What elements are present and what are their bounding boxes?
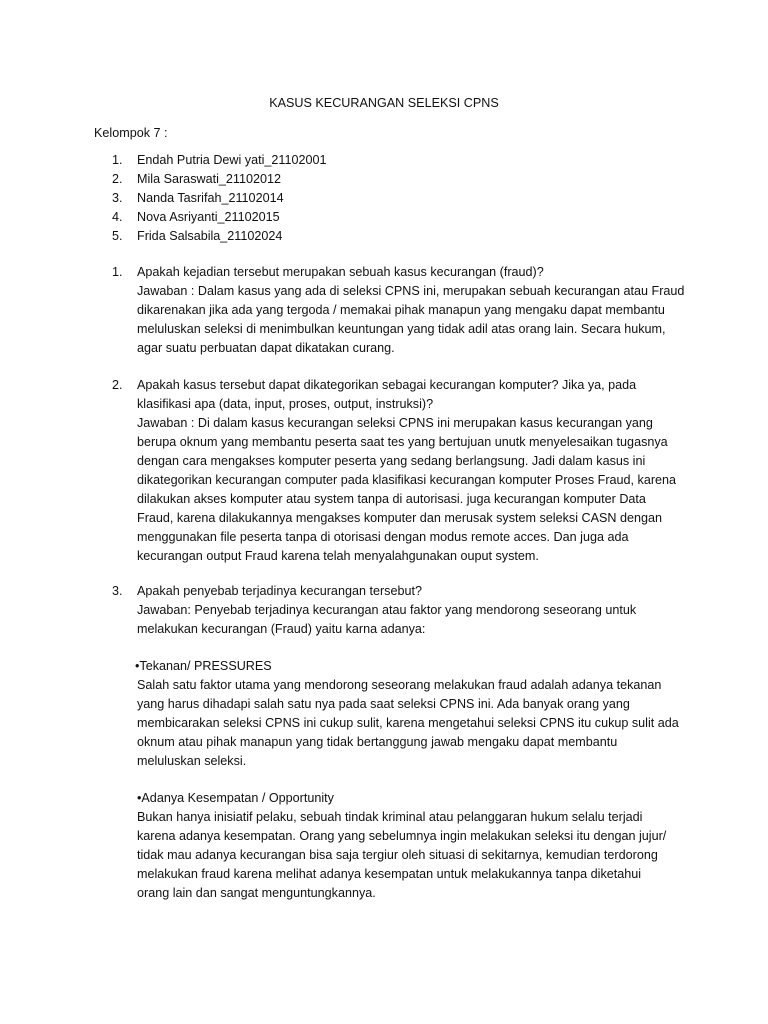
pressures-section (137, 657, 697, 771)
paragraph-line: agar suatu perbuatan dapat dikatakan curang. (137, 341, 395, 355)
member-list (112, 151, 327, 246)
paragraph-line: dengan cara mengakses komputer peserta yang sedang berlangsung. Jadi dalam kasus ini (137, 454, 646, 468)
group-label: Kelompok 7 : (94, 126, 168, 140)
paragraph-line: meluluskan seleksi di menimbulkan keuntungan yang tidak adil atas orang lain. Secara hukum, (137, 322, 666, 336)
list-number: 5. (112, 229, 123, 243)
question-3 (112, 582, 692, 639)
member-name: Nanda Tasrifah_21102014 (137, 191, 284, 205)
paragraph-line: Jawaban: Penyebab terjadinya kecurangan atau faktor yang mendorong seseorang untuk (137, 603, 637, 617)
paragraph-line: dikategorikan kecurangan computer pada klasifikasi kecurangan komputer Proses Fraud, karena (137, 473, 677, 487)
paragraph-line: berupa oknum yang membantu peserta saat tes yang bertujuan unutk menyelesaikan tugasnya (137, 435, 668, 449)
paragraph-line: meluluskan seleksi. (137, 754, 247, 768)
question-body (137, 263, 692, 358)
question-body (137, 376, 692, 566)
paragraph-line: kecurangan output Fraud karena telah menyalahgunakan ouput system. (137, 549, 539, 563)
paragraph-line: dilakukan akses komputer atau system tanpa di autorisasi. juga kecurangan komputer Data (137, 492, 646, 506)
list-item (112, 170, 327, 189)
paragraph-line: menggunakan file peserta tanpa di otorisasi dengan modus remote acces. Dan juga ada (137, 530, 629, 544)
paragraph-line: tidak mau adanya kecurangan bisa saja tergiur oleh situasi di sekitarnya, kemudian terdorong (137, 848, 658, 862)
paragraph-line: Jawaban : Dalam kasus yang ada di seleksi CPNS ini, merupakan sebuah kecurangan atau Fraud (137, 284, 685, 298)
question-2 (112, 376, 692, 566)
list-item (112, 151, 327, 170)
paragraph-line: karena adanya kesempatan. Orang yang sebelumnya ingin melakukan seleksi itu dengan jujur/ (137, 829, 667, 843)
paragraph-line: orang lain dan sangat menguntungkannya. (137, 886, 376, 900)
paragraph-line: Apakah kasus tersebut dapat dikategorikan sebagai kecurangan komputer? Jika ya, pada (137, 378, 637, 392)
section-heading: •Adanya Kesempatan / Opportunity (137, 791, 334, 805)
question-body (137, 582, 692, 639)
paragraph-line: melakukan kecurangan (Fraud) yaitu karna adanya: (137, 622, 426, 636)
question-number: 1. (112, 265, 123, 279)
paragraph-line: Bukan hanya inisiatif pelaku, sebuah tindak kriminal atau pelanggaran hukum selalu terjadi (137, 810, 643, 824)
list-number: 4. (112, 210, 123, 224)
list-item (112, 189, 327, 208)
paragraph-line: Apakah penyebab terjadinya kecurangan tersebut? (137, 584, 422, 598)
list-item (112, 208, 327, 227)
section-heading: •Tekanan/ PRESSURES (135, 659, 272, 673)
list-number: 3. (112, 191, 123, 205)
paragraph-line: Jawaban : Di dalam kasus kecurangan seleksi CPNS ini merupakan kasus kecurangan yang (137, 416, 653, 430)
member-name: Endah Putria Dewi yati_21102001 (137, 153, 327, 167)
question-1 (112, 263, 692, 358)
paragraph-line: Apakah kejadian tersebut merupakan sebuah kasus kecurangan (fraud)? (137, 265, 544, 279)
paragraph-line: dikarenakan jika ada yang tergoda / memakai pihak manapun yang mengaku dapat membantu (137, 303, 665, 317)
question-number: 2. (112, 378, 123, 392)
paragraph-line: Fraud, karena dilakukannya mengakses komputer dan merusak system seleksi CASN dengan (137, 511, 663, 525)
paragraph-line: klasifikasi apa (data, input, proses, output, instruksi)? (137, 397, 434, 411)
member-name: Nova Asriyanti_21102015 (137, 210, 280, 224)
paragraph-line: oknum atau pihak manapun yang tidak bertanggung jawab mengaku dapat membantu (137, 735, 618, 749)
question-number: 3. (112, 584, 123, 598)
member-name: Mila Saraswati_21102012 (137, 172, 281, 186)
list-number: 2. (112, 172, 123, 186)
opportunity-section (137, 789, 697, 903)
paragraph-line: melakukan fraud karena melihat adanya kesempatan untuk melakukannya tanpa diketahui (137, 867, 642, 881)
list-number: 1. (112, 153, 123, 167)
paragraph-line: membicarakan seleksi CPNS ini cukup sulit, karena mengetahui seleksi CPNS itu cukup sulit ada (137, 716, 679, 730)
document-title: KASUS KECURANGAN SELEKSI CPNS (269, 96, 499, 110)
list-item (112, 227, 327, 246)
paragraph-line: Salah satu faktor utama yang mendorong seseorang melakukan fraud adalah adanya tekanan (137, 678, 662, 692)
member-name: Frida Salsabila_21102024 (137, 229, 283, 243)
paragraph-line: yang harus dihadapi salah satu nya pada saat seleksi CPNS ini. Ada banyak orang yang (137, 697, 630, 711)
